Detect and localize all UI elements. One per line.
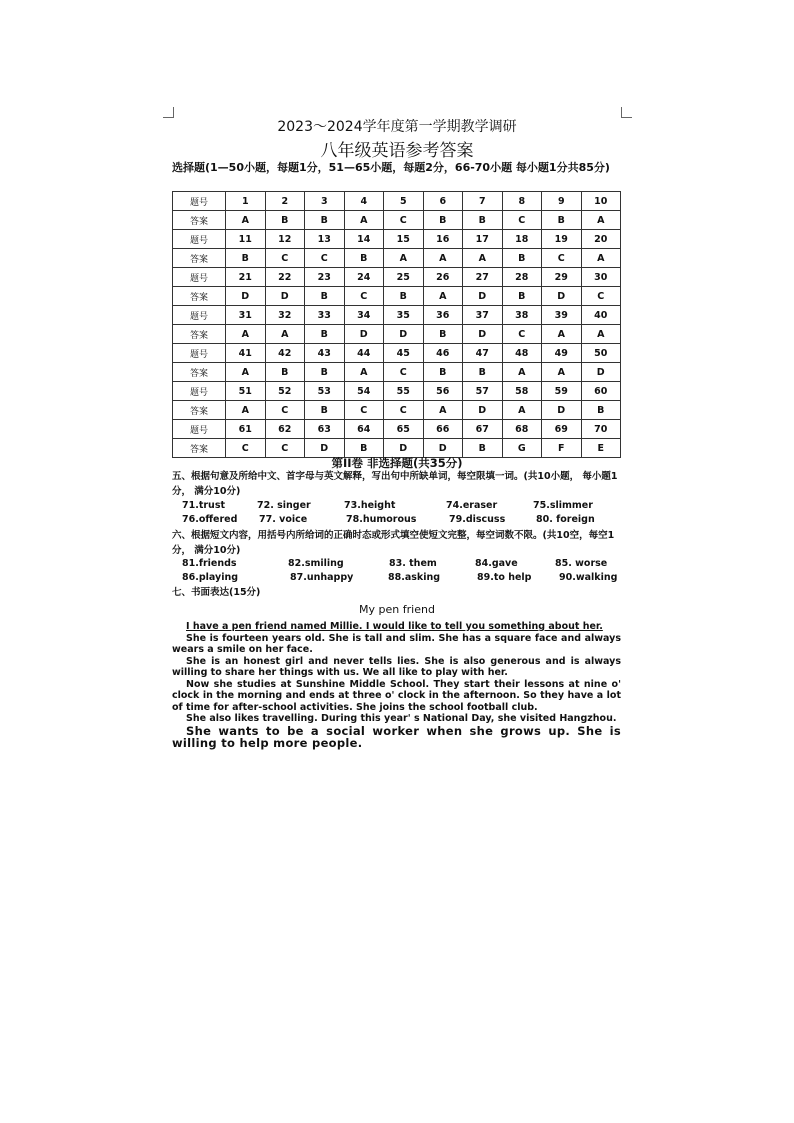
answer-78: 78.humorous: [346, 514, 417, 525]
answer-cell: B: [305, 325, 345, 344]
answer-cell: D: [581, 363, 621, 382]
answer-cell: B: [344, 249, 384, 268]
answer-cell: A: [581, 325, 621, 344]
answer-cell: A: [463, 249, 503, 268]
answer-cell: D: [542, 401, 582, 420]
question-number-cell: 1: [226, 192, 266, 211]
question-number-cell: 42: [265, 344, 305, 363]
section5-answers-row2: [0, 514, 794, 528]
answer-cell: C: [581, 287, 621, 306]
question-number-cell: 8: [502, 192, 542, 211]
answer-cell: D: [542, 287, 582, 306]
question-number-cell: 60: [581, 382, 621, 401]
answer-cell: C: [502, 211, 542, 230]
question-number-cell: 30: [581, 268, 621, 287]
section6-answers-row1: [0, 558, 794, 572]
answer-77: 77. voice: [259, 514, 308, 525]
question-number-cell: 34: [344, 306, 384, 325]
row-label: 答案: [173, 439, 226, 458]
answer-cell: A: [542, 325, 582, 344]
answer-83: 83. them: [389, 558, 437, 569]
answer-cell: B: [463, 439, 503, 458]
question-number-row: [173, 306, 621, 325]
answer-cell: D: [384, 325, 424, 344]
answer-cell: B: [463, 211, 503, 230]
question-number-row: [173, 230, 621, 249]
question-number-cell: 59: [542, 382, 582, 401]
question-number-cell: 17: [463, 230, 503, 249]
answer-cell: A: [423, 249, 463, 268]
answer-cell: C: [265, 249, 305, 268]
question-number-cell: 29: [542, 268, 582, 287]
answer-row: [173, 249, 621, 268]
essay-paragraph: She is an honest girl and never tells lies. She is also generous and is always willing to share her things with us. We all like to play with her.: [172, 655, 621, 678]
question-number-cell: 41: [226, 344, 266, 363]
answer-84: 84.gave: [475, 558, 518, 569]
answer-row: [173, 401, 621, 420]
question-number-cell: 49: [542, 344, 582, 363]
answer-cell: C: [384, 363, 424, 382]
answer-cell: C: [226, 439, 266, 458]
answer-cell: B: [542, 211, 582, 230]
answer-72: 72. singer: [257, 500, 311, 511]
question-number-cell: 23: [305, 268, 345, 287]
question-number-cell: 22: [265, 268, 305, 287]
answer-cell: B: [265, 211, 305, 230]
question-number-cell: 31: [226, 306, 266, 325]
question-number-cell: 52: [265, 382, 305, 401]
answer-cell: B: [502, 249, 542, 268]
answer-86: 86.playing: [182, 572, 239, 583]
question-number-cell: 58: [502, 382, 542, 401]
answer-87: 87.unhappy: [290, 572, 354, 583]
answer-cell: B: [423, 363, 463, 382]
answer-cell: D: [463, 325, 503, 344]
answer-cell: C: [344, 401, 384, 420]
question-number-cell: 25: [384, 268, 424, 287]
selection-instructions: 选择题(1—50小题，每题1分，51—65小题，每题2分，66-70小题 每小题1分共85分): [172, 161, 610, 174]
essay-paragraph: Now she studies at Sunshine Middle School. They start their lessons at nine o' clock in the morning and ends at three o' clock in the afternoon. So they have a lot of time for after-school activities. She joins the school football club.: [172, 678, 621, 713]
answer-cell: B: [305, 363, 345, 382]
answer-cell: C: [384, 401, 424, 420]
essay-paragraph: She wants to be a social worker when she grows up. She is willing to help more people.: [172, 723, 621, 750]
question-number-cell: 7: [463, 192, 503, 211]
question-number-cell: 65: [384, 420, 424, 439]
section5-answers-row1: [0, 500, 794, 514]
question-number-cell: 20: [581, 230, 621, 249]
answer-cell: D: [265, 287, 305, 306]
answer-80: 80. foreign: [536, 514, 595, 525]
question-number-cell: 39: [542, 306, 582, 325]
row-label: 答案: [173, 287, 226, 306]
answer-85: 85. worse: [555, 558, 608, 569]
question-number-cell: 57: [463, 382, 503, 401]
question-number-cell: 10: [581, 192, 621, 211]
answer-cell: B: [581, 401, 621, 420]
question-number-cell: 68: [502, 420, 542, 439]
row-label: 题号: [173, 306, 226, 325]
row-label: 题号: [173, 192, 226, 211]
question-number-cell: 26: [423, 268, 463, 287]
answer-cell: C: [384, 211, 424, 230]
answer-cell: A: [344, 363, 384, 382]
answer-row: [173, 325, 621, 344]
question-number-cell: 19: [542, 230, 582, 249]
answer-cell: B: [305, 211, 345, 230]
answer-cell: D: [423, 439, 463, 458]
answer-cell: D: [384, 439, 424, 458]
answer-cell: C: [305, 249, 345, 268]
question-number-cell: 37: [463, 306, 503, 325]
answer-cell: D: [226, 287, 266, 306]
question-number-cell: 61: [226, 420, 266, 439]
essay-paragraph: She also likes travelling. During this year' s National Day, she visited Hangzhou.: [186, 713, 617, 724]
question-number-cell: 50: [581, 344, 621, 363]
answer-cell: B: [305, 287, 345, 306]
question-number-cell: 14: [344, 230, 384, 249]
question-number-cell: 63: [305, 420, 345, 439]
essay-paragraph: She is fourteen years old. She is tall and slim. She has a square face and always wears a smile on her face.: [172, 632, 621, 655]
question-number-cell: 3: [305, 192, 345, 211]
question-number-cell: 70: [581, 420, 621, 439]
answer-cell: A: [423, 401, 463, 420]
question-number-cell: 67: [463, 420, 503, 439]
answer-cell: A: [581, 249, 621, 268]
answer-79: 79.discuss: [449, 514, 506, 525]
answer-cell: C: [502, 325, 542, 344]
question-number-cell: 35: [384, 306, 424, 325]
question-number-cell: 2: [265, 192, 305, 211]
question-number-cell: 15: [384, 230, 424, 249]
answer-cell: G: [502, 439, 542, 458]
question-number-cell: 44: [344, 344, 384, 363]
question-number-row: [173, 344, 621, 363]
answer-75: 75.slimmer: [533, 500, 593, 511]
question-number-row: [173, 382, 621, 401]
essay-title: My pen friend: [359, 603, 435, 616]
answer-cell: A: [502, 401, 542, 420]
answer-cell: E: [581, 439, 621, 458]
row-label: 答案: [173, 211, 226, 230]
question-number-cell: 69: [542, 420, 582, 439]
answer-71: 71.trust: [182, 500, 226, 511]
answer-cell: B: [463, 363, 503, 382]
row-label: 题号: [173, 420, 226, 439]
answer-cell: A: [226, 363, 266, 382]
row-label: 答案: [173, 325, 226, 344]
answer-90: 90.walking: [559, 572, 618, 583]
question-number-cell: 5: [384, 192, 424, 211]
answer-cell: B: [384, 287, 424, 306]
answer-cell: B: [423, 211, 463, 230]
answer-cell: C: [265, 401, 305, 420]
part2-title: 第II卷 非选择题(共35分): [331, 456, 463, 470]
answer-row: [173, 211, 621, 230]
answer-cell: A: [344, 211, 384, 230]
answer-row: [173, 363, 621, 382]
question-number-cell: 47: [463, 344, 503, 363]
section6-answers-row2: [0, 572, 794, 586]
answer-cell: D: [344, 325, 384, 344]
row-label: 题号: [173, 344, 226, 363]
question-number-cell: 32: [265, 306, 305, 325]
answer-cell: B: [226, 249, 266, 268]
question-number-cell: 28: [502, 268, 542, 287]
answer-82: 82.smiling: [288, 558, 344, 569]
question-number-cell: 9: [542, 192, 582, 211]
answer-cell: A: [226, 325, 266, 344]
question-number-cell: 51: [226, 382, 266, 401]
essay-body: [172, 621, 621, 749]
question-number-cell: 56: [423, 382, 463, 401]
answer-cell: F: [542, 439, 582, 458]
row-label: 题号: [173, 268, 226, 287]
answer-cell: C: [344, 287, 384, 306]
answer-cell: A: [265, 325, 305, 344]
question-number-cell: 40: [581, 306, 621, 325]
question-number-cell: 18: [502, 230, 542, 249]
question-number-cell: 43: [305, 344, 345, 363]
answer-cell: D: [463, 401, 503, 420]
answer-88: 88.asking: [388, 572, 441, 583]
answer-cell: B: [344, 439, 384, 458]
question-number-cell: 54: [344, 382, 384, 401]
essay-paragraph: I have a pen friend named Millie. I would like to tell you something about her.: [186, 621, 603, 632]
question-number-cell: 24: [344, 268, 384, 287]
question-number-cell: 45: [384, 344, 424, 363]
answer-73: 73.height: [344, 500, 396, 511]
question-number-cell: 53: [305, 382, 345, 401]
question-number-cell: 6: [423, 192, 463, 211]
question-number-cell: 12: [265, 230, 305, 249]
answer-cell: C: [542, 249, 582, 268]
exam-title: 2023～2024学年度第一学期教学调研: [277, 119, 517, 135]
answer-row: [173, 287, 621, 306]
answer-cell: C: [265, 439, 305, 458]
question-number-cell: 16: [423, 230, 463, 249]
answer-key-title: 八年级英语参考答案: [320, 141, 474, 161]
question-number-cell: 4: [344, 192, 384, 211]
row-label: 答案: [173, 363, 226, 382]
question-number-row: [173, 268, 621, 287]
answer-76: 76.offered: [182, 514, 238, 525]
answer-cell: A: [226, 401, 266, 420]
question-number-cell: 62: [265, 420, 305, 439]
answer-cell: B: [502, 287, 542, 306]
answer-cell: A: [502, 363, 542, 382]
question-number-cell: 33: [305, 306, 345, 325]
answer-cell: D: [305, 439, 345, 458]
answer-89: 89.to help: [477, 572, 532, 583]
answer-cell: A: [226, 211, 266, 230]
question-number-cell: 11: [226, 230, 266, 249]
section6-instructions: 六、根据短文内容，用括号内所给词的正确时态或形式填空使短文完整，每空词数不限。(共10空，每空1分， 满分10分): [172, 530, 615, 556]
question-number-cell: 27: [463, 268, 503, 287]
question-number-cell: 36: [423, 306, 463, 325]
question-number-cell: 64: [344, 420, 384, 439]
question-number-cell: 48: [502, 344, 542, 363]
answer-cell: B: [305, 401, 345, 420]
row-label: 答案: [173, 401, 226, 420]
row-label: 答案: [173, 249, 226, 268]
question-number-cell: 66: [423, 420, 463, 439]
answer-cell: B: [423, 325, 463, 344]
question-number-row: [173, 420, 621, 439]
question-number-cell: 46: [423, 344, 463, 363]
question-number-cell: 13: [305, 230, 345, 249]
answer-81: 81.friends: [182, 558, 237, 569]
section5-instructions: 五、根据句意及所给中文、首字母与英文解释，写出句中所缺单词，每空限填一词。(共10小题， 每小题1分， 满分10分): [172, 471, 618, 497]
answer-cell: A: [542, 363, 582, 382]
row-label: 题号: [173, 230, 226, 249]
answer-cell: B: [265, 363, 305, 382]
answer-cell: A: [384, 249, 424, 268]
question-number-cell: 55: [384, 382, 424, 401]
section7-heading: 七、书面表达(15分): [172, 587, 261, 598]
row-label: 题号: [173, 382, 226, 401]
answer-cell: D: [463, 287, 503, 306]
question-number-cell: 21: [226, 268, 266, 287]
answer-cell: A: [581, 211, 621, 230]
question-number-row: [173, 192, 621, 211]
answer-cell: A: [423, 287, 463, 306]
question-number-cell: 38: [502, 306, 542, 325]
answer-74: 74.eraser: [446, 500, 498, 511]
answer-table: [172, 191, 621, 458]
